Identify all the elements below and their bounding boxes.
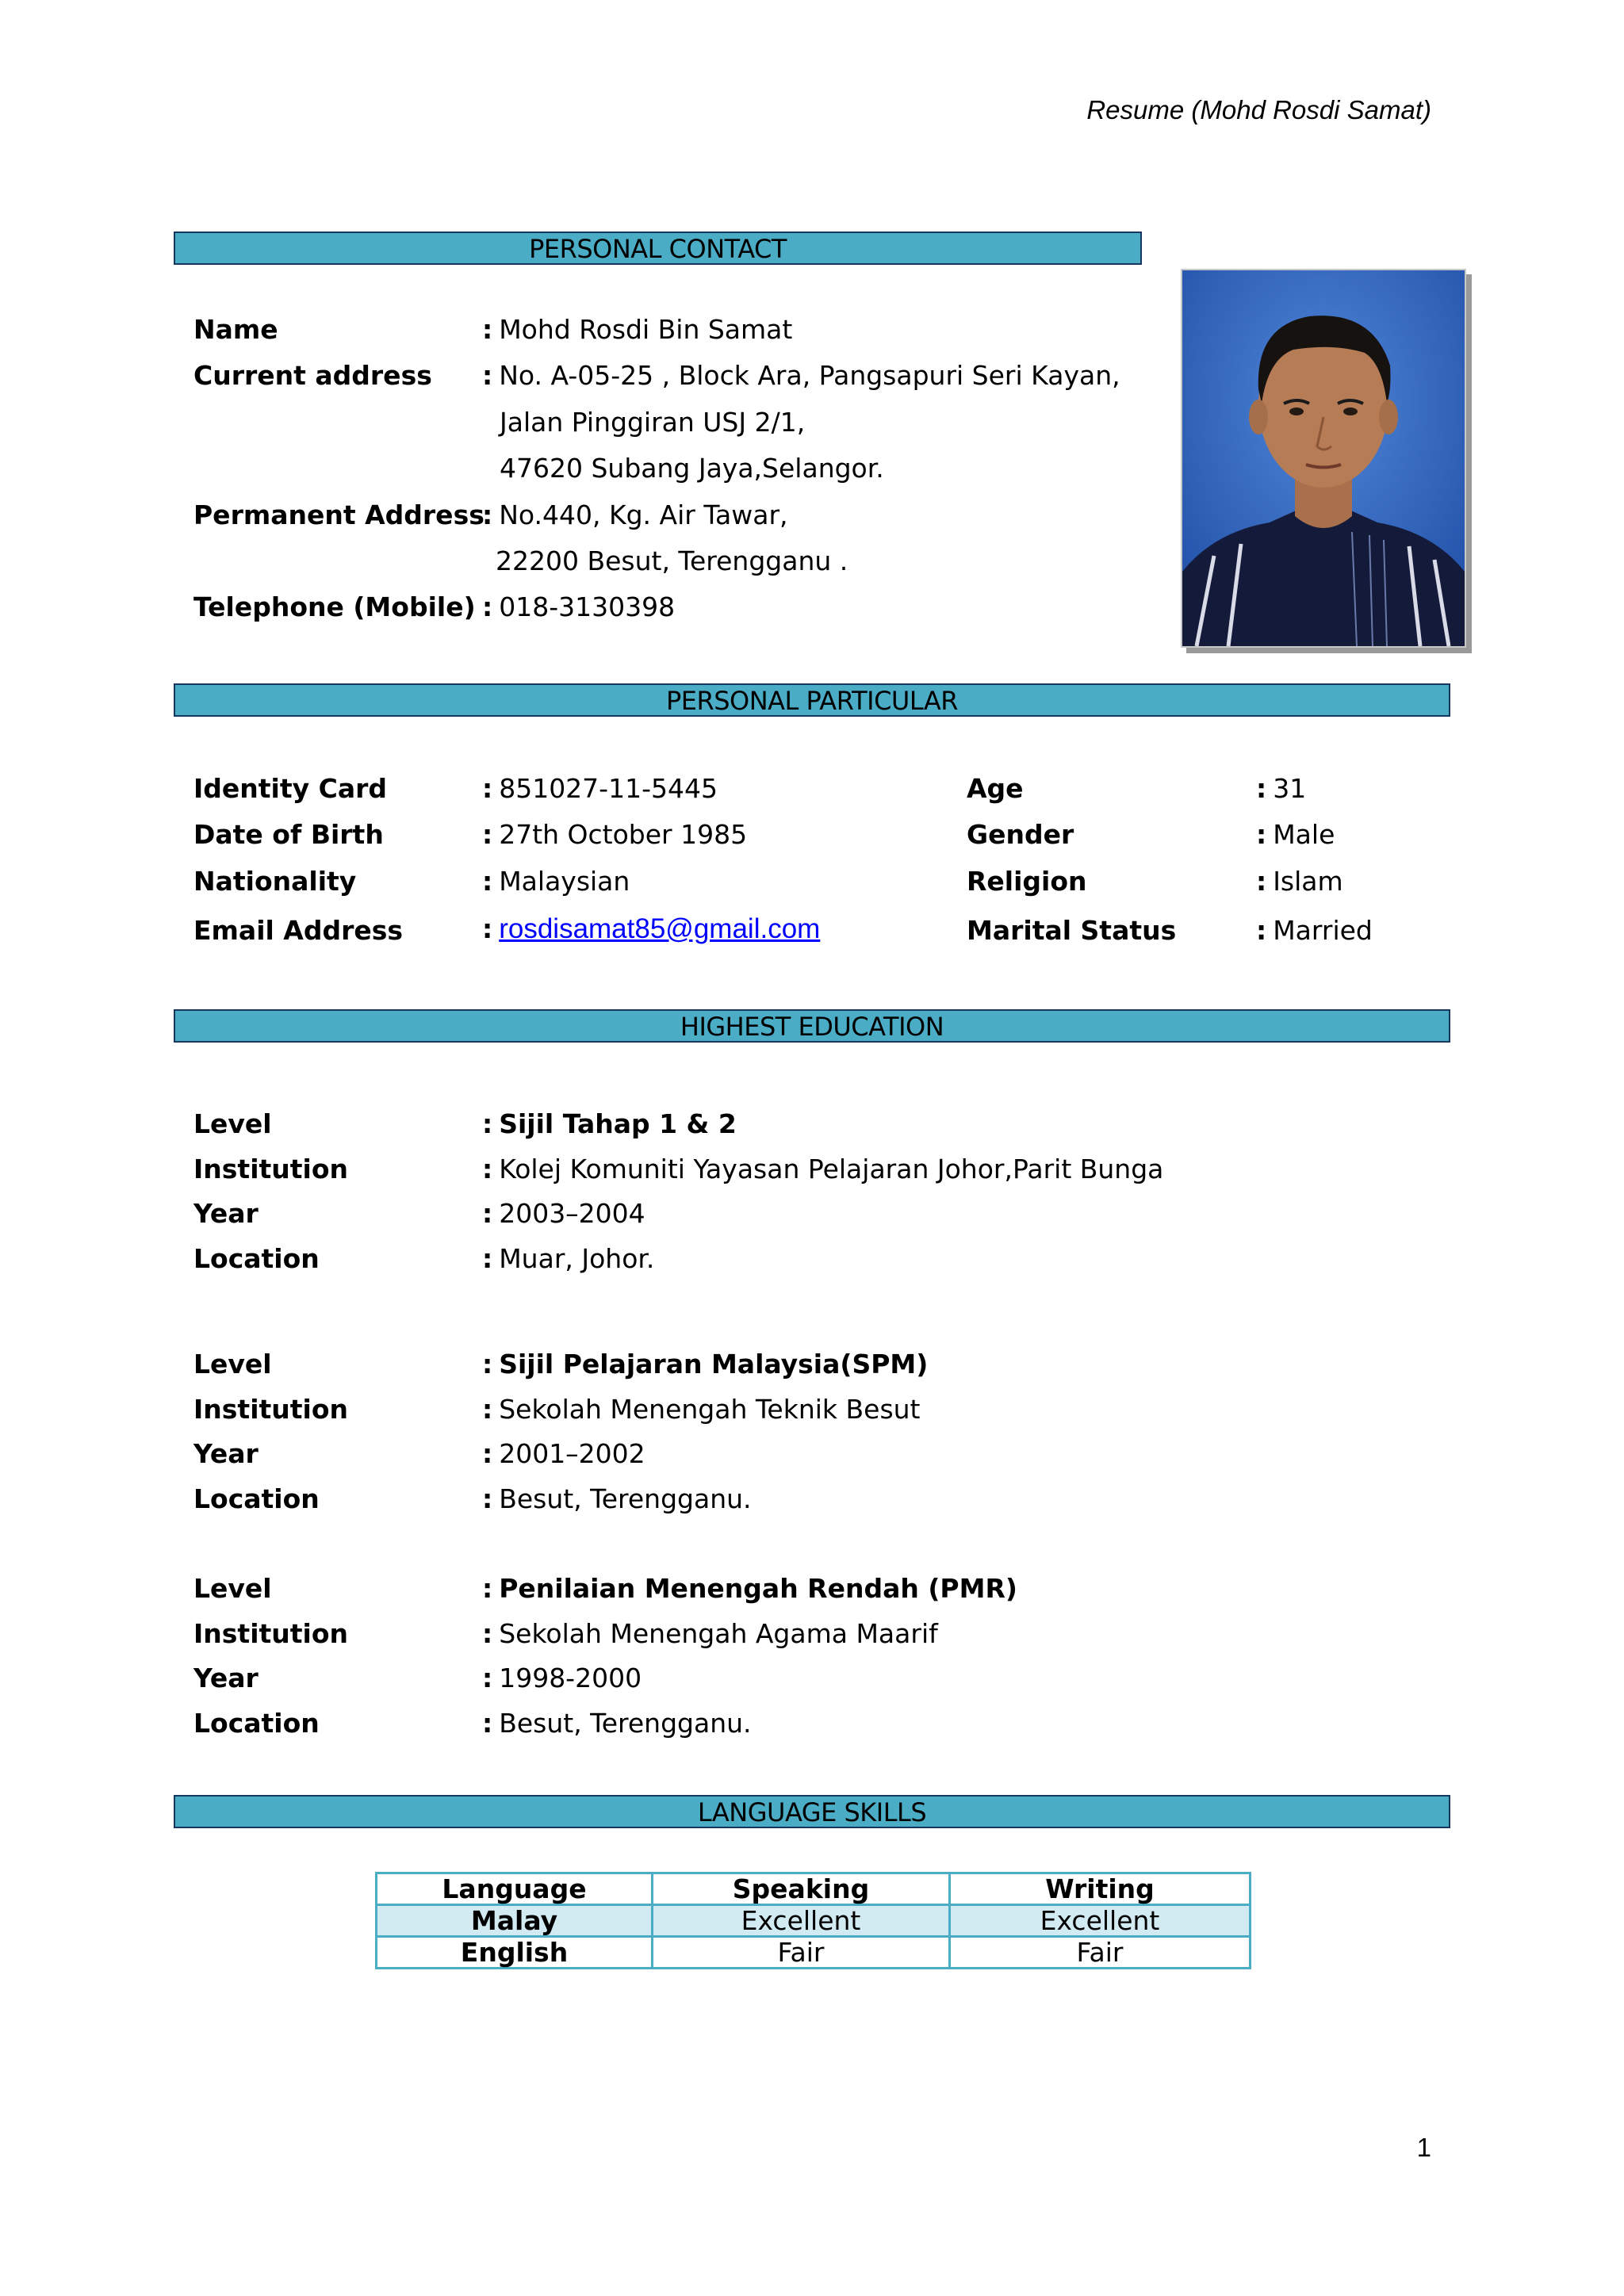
education-3-year-label: Year: [193, 1663, 259, 1693]
telephone-text: 018-3130398: [499, 591, 676, 622]
page-number: 1: [1416, 2133, 1431, 2162]
education-1-level-label: Level: [193, 1108, 272, 1139]
education-2-location-label: Location: [193, 1483, 320, 1514]
education-3-location-text: Besut, Terengganu.: [499, 1708, 752, 1739]
permanent-address-line-2: 22200 Besut, Terengganu .: [496, 545, 848, 576]
section-heading-personal-particular: PERSONAL PARTICULAR: [174, 683, 1450, 717]
education-1-location-label: Location: [193, 1243, 320, 1274]
nationality-label: Nationality: [193, 866, 357, 897]
name-label: Name: [193, 314, 278, 345]
identity-card-text: 851027-11-5445: [499, 773, 718, 804]
education-2-level-value: : Sijil Pelajaran Malaysia(SPM): [482, 1349, 929, 1380]
education-2-institution-text: Sekolah Menengah Teknik Besut: [499, 1394, 921, 1425]
running-header: Resume (Mohd Rosdi Samat): [1086, 95, 1431, 124]
age-text: 31: [1273, 773, 1307, 804]
gender-value: : Male: [1256, 819, 1335, 850]
education-1-level-text: Sijil Tahap 1 & 2: [499, 1108, 737, 1139]
table-header-row: [377, 1873, 1251, 1905]
education-1-location-text: Muar, Johor.: [499, 1243, 655, 1274]
email-value: : rosdisamat85@gmail.com: [482, 913, 821, 944]
education-3-institution-text: Sekolah Menengah Agama Maarif: [499, 1618, 938, 1649]
column-header-speaking: Speaking: [653, 1873, 950, 1905]
marital-status-value: : Married: [1256, 915, 1373, 946]
current-address-line-1: : No. A-05-25 , Block Ara, Pangsapuri Seri Kayan,: [482, 360, 1120, 391]
religion-value: : Islam: [1256, 866, 1343, 897]
age-value: : 31: [1256, 773, 1307, 804]
education-1-location-value: : Muar, Johor.: [482, 1243, 655, 1274]
education-2-location-value: : Besut, Terengganu.: [482, 1483, 752, 1514]
permanent-address-line-1-text: No.440, Kg. Air Tawar,: [499, 499, 788, 530]
marital-status-text: Married: [1273, 915, 1373, 946]
name-value: : Mohd Rosdi Bin Samat: [482, 314, 793, 345]
current-address-line-1-text: No. A-05-25 , Block Ara, Pangsapuri Seri Kayan,: [499, 360, 1120, 391]
dob-text: 27th October 1985: [499, 819, 748, 850]
telephone-value: : 018-3130398: [482, 591, 676, 622]
table-row: [377, 1937, 1251, 1969]
language-cell: English: [377, 1937, 653, 1969]
speaking-cell: Excellent: [653, 1905, 950, 1937]
gender-label: Gender: [967, 819, 1074, 850]
gender-text: Male: [1273, 819, 1335, 850]
education-1-institution-label: Institution: [193, 1154, 349, 1184]
education-3-institution-label: Institution: [193, 1618, 349, 1649]
nationality-value: : Malaysian: [482, 866, 630, 897]
education-3-level-text: Penilaian Menengah Rendah (PMR): [499, 1573, 1017, 1604]
column-header-language: Language: [377, 1873, 653, 1905]
profile-photo: [1181, 269, 1466, 648]
writing-cell: Excellent: [950, 1905, 1251, 1937]
education-2-location-text: Besut, Terengganu.: [499, 1483, 752, 1514]
education-2-institution-label: Institution: [193, 1394, 349, 1425]
education-2-institution-value: : Sekolah Menengah Teknik Besut: [482, 1394, 921, 1425]
education-3-year-text: 1998-2000: [499, 1663, 642, 1693]
permanent-address-label: Permanent Address: [193, 499, 485, 530]
education-2-year-value: : 2001–2002: [482, 1438, 645, 1469]
column-header-writing: Writing: [950, 1873, 1251, 1905]
education-1-level-value: : Sijil Tahap 1 & 2: [482, 1108, 737, 1139]
dob-label: Date of Birth: [193, 819, 384, 850]
name-text: Mohd Rosdi Bin Samat: [499, 314, 793, 345]
education-1-year-label: Year: [193, 1198, 259, 1229]
education-2-year-text: 2001–2002: [499, 1438, 645, 1469]
dob-value: : 27th October 1985: [482, 819, 748, 850]
education-3-location-label: Location: [193, 1708, 320, 1739]
education-2-level-text: Sijil Pelajaran Malaysia(SPM): [499, 1349, 929, 1380]
education-3-institution-value: : Sekolah Menengah Agama Maarif: [482, 1618, 938, 1649]
section-heading-language-skills: LANGUAGE SKILLS: [174, 1795, 1450, 1828]
language-skills-table: [375, 1872, 1251, 1969]
telephone-label: Telephone (Mobile): [193, 591, 476, 622]
identity-card-value: : 851027-11-5445: [482, 773, 718, 804]
education-2-year-label: Year: [193, 1438, 259, 1469]
speaking-cell: Fair: [653, 1937, 950, 1969]
education-1-year-value: : 2003–2004: [482, 1198, 645, 1229]
section-heading-personal-contact: PERSONAL CONTACT: [174, 232, 1142, 265]
marital-status-label: Marital Status: [967, 915, 1177, 946]
education-1-institution-value: : Kolej Komuniti Yayasan Pelajaran Johor,Parit Bunga: [482, 1154, 1164, 1184]
age-label: Age: [967, 773, 1024, 804]
language-cell: Malay: [377, 1905, 653, 1937]
nationality-text: Malaysian: [499, 866, 630, 897]
education-3-location-value: : Besut, Terengganu.: [482, 1708, 752, 1739]
current-address-label: Current address: [193, 360, 432, 391]
religion-label: Religion: [967, 866, 1087, 897]
education-3-level-label: Level: [193, 1573, 272, 1604]
permanent-address-line-1: : No.440, Kg. Air Tawar,: [482, 499, 788, 530]
current-address-line-3: 47620 Subang Jaya,Selangor.: [500, 453, 884, 484]
email-link[interactable]: rosdisamat85@gmail.com: [499, 913, 821, 944]
writing-cell: Fair: [950, 1937, 1251, 1969]
identity-card-label: Identity Card: [193, 773, 388, 804]
education-3-year-value: : 1998-2000: [482, 1663, 642, 1693]
religion-text: Islam: [1273, 866, 1343, 897]
section-heading-highest-education: HIGHEST EDUCATION: [174, 1009, 1450, 1043]
education-1-institution-text: Kolej Komuniti Yayasan Pelajaran Johor,Parit Bunga: [499, 1154, 1164, 1184]
profile-photo-illustration: [1182, 270, 1465, 646]
current-address-line-2: Jalan Pinggiran USJ 2/1,: [500, 407, 806, 438]
email-label: Email Address: [193, 915, 404, 946]
table-row: [377, 1905, 1251, 1937]
education-1-year-text: 2003–2004: [499, 1198, 645, 1229]
education-3-level-value: : Penilaian Menengah Rendah (PMR): [482, 1573, 1017, 1604]
education-2-level-label: Level: [193, 1349, 272, 1380]
